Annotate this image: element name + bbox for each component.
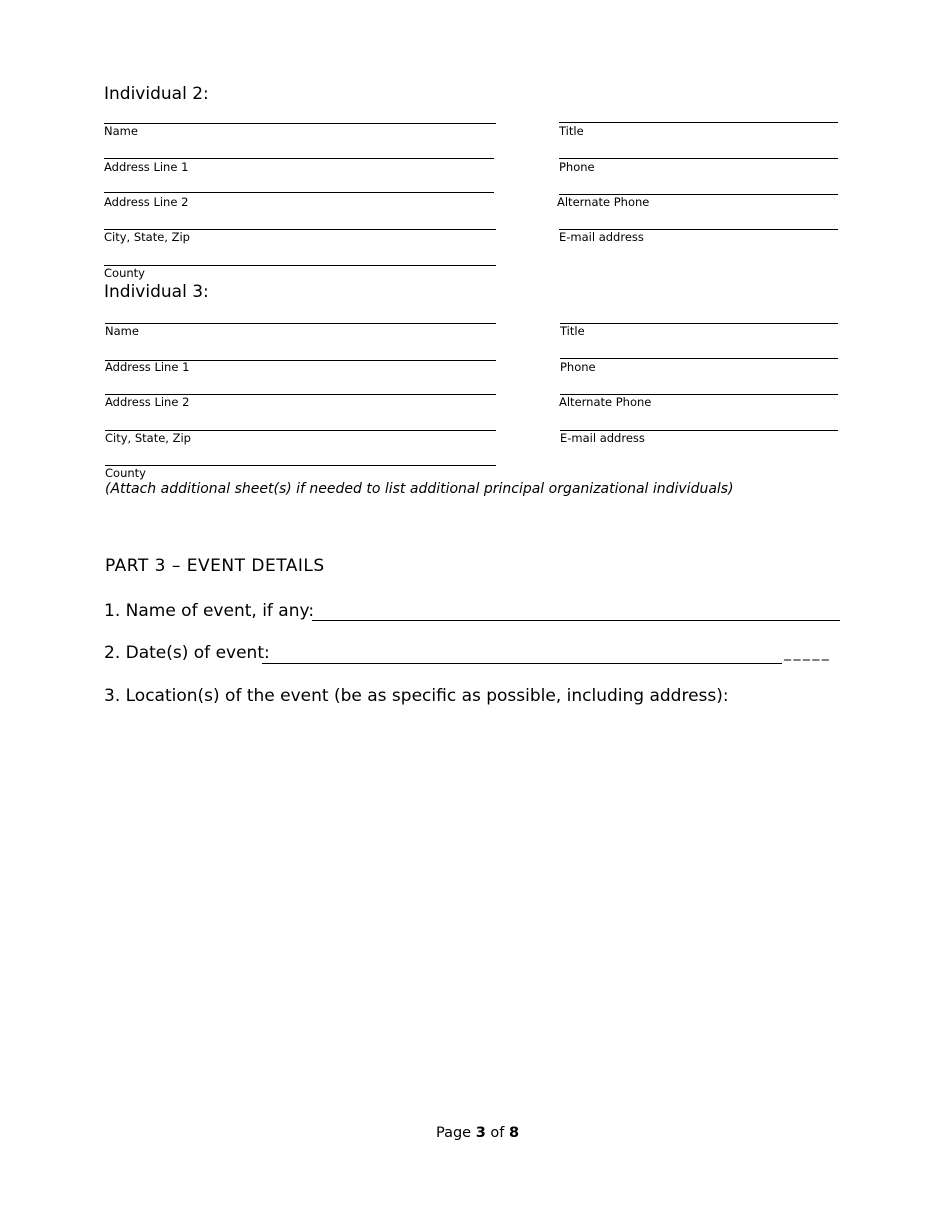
event-dates-underscore: _ _ _ _ _ xyxy=(784,645,828,661)
county-field-line[interactable] xyxy=(104,265,496,266)
alternate-phone-label: Alternate Phone xyxy=(559,395,652,409)
of-word: of xyxy=(490,1125,505,1141)
name-field-line[interactable] xyxy=(105,323,496,324)
alternate-phone-label: Alternate Phone xyxy=(557,195,650,209)
address-line-1-field-line[interactable] xyxy=(104,158,494,159)
total-pages: 8 xyxy=(509,1125,520,1141)
address-line-1-label: Address Line 1 xyxy=(105,360,190,374)
title-label: Title xyxy=(560,324,585,338)
city-state-zip-label: City, State, Zip xyxy=(104,230,190,244)
name-label: Name xyxy=(105,324,139,338)
address-line-2-label: Address Line 2 xyxy=(105,395,190,409)
phone-field-line[interactable] xyxy=(560,358,838,359)
county-label: County xyxy=(105,466,146,480)
email-label: E-mail address xyxy=(560,431,645,445)
title-label: Title xyxy=(559,124,584,138)
email-label: E-mail address xyxy=(559,230,644,244)
event-name-question: 1. Name of event, if any: xyxy=(104,601,315,621)
name-label: Name xyxy=(104,124,138,138)
address-line-1-label: Address Line 1 xyxy=(104,160,189,174)
address-line-2-label: Address Line 2 xyxy=(104,195,189,209)
name-field-line[interactable] xyxy=(104,123,496,124)
event-dates-field-line[interactable] xyxy=(262,663,782,664)
current-page: 3 xyxy=(475,1125,486,1141)
part-3-title: PART 3 – EVENT DETAILS xyxy=(105,556,325,576)
individual-3-heading: Individual 3: xyxy=(104,282,209,302)
individual-2-heading: Individual 2: xyxy=(104,84,209,104)
event-location-question: 3. Location(s) of the event (be as specific as possible, including address): xyxy=(104,686,729,706)
county-label: County xyxy=(104,266,145,280)
title-field-line[interactable] xyxy=(559,122,838,123)
event-dates-question: 2. Date(s) of event: xyxy=(104,643,270,663)
page-number xyxy=(436,1125,519,1141)
phone-label: Phone xyxy=(560,360,596,374)
attach-note: (Attach additional sheet(s) if needed to list additional principal organizational individuals) xyxy=(105,481,734,497)
event-name-field-line[interactable] xyxy=(312,620,840,621)
city-state-zip-label: City, State, Zip xyxy=(105,431,191,445)
title-field-line[interactable] xyxy=(560,323,838,324)
address-line-2-field-line[interactable] xyxy=(104,192,494,193)
phone-label: Phone xyxy=(559,160,595,174)
county-field-line[interactable] xyxy=(105,465,496,466)
phone-field-line[interactable] xyxy=(559,158,838,159)
page-word: Page xyxy=(436,1125,472,1141)
